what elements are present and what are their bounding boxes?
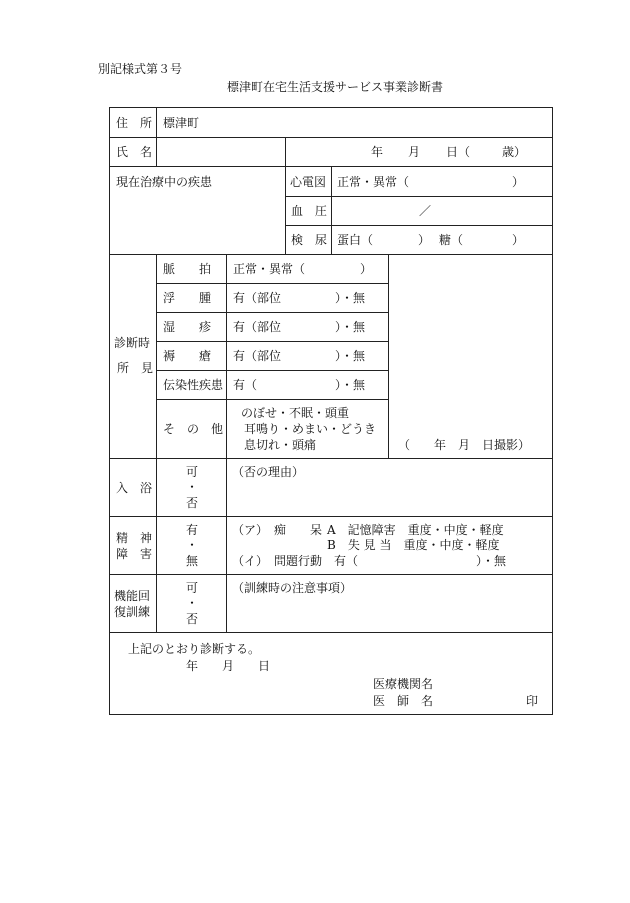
pulse-close: ） bbox=[360, 262, 373, 276]
mental-disorder-label-line1: 精 神 bbox=[116, 531, 153, 545]
urine-protein: 蛋白（ bbox=[337, 233, 374, 247]
seal-mark: 印 bbox=[526, 694, 539, 708]
findings-label-line2: 所 見 bbox=[117, 361, 154, 375]
birth-day-label: 日（ bbox=[446, 145, 471, 159]
problem-behavior-close: ）・無 bbox=[476, 554, 507, 568]
mental-option-yes: 有 bbox=[186, 523, 199, 537]
birth-month-label: 月 bbox=[408, 145, 421, 159]
other-findings-line2: 耳鳴り・めまい・どうき bbox=[244, 422, 377, 436]
mental-option-separator: ・ bbox=[186, 538, 199, 552]
eczema-value: 有（部位 bbox=[233, 320, 282, 334]
urine-sugar: 糖（ bbox=[439, 233, 464, 247]
eczema-label: 湿 疹 bbox=[163, 320, 212, 334]
current-disease-label: 現在治療中の疾患 bbox=[116, 175, 213, 189]
bathing-option-separator: ・ bbox=[186, 480, 199, 494]
certification-statement: 上記のとおり診断する。 bbox=[128, 642, 261, 656]
edema-label: 浮 腫 bbox=[163, 291, 212, 305]
bathing-label: 入 浴 bbox=[116, 481, 153, 495]
ecg-value: 正常・異常（ bbox=[337, 175, 410, 189]
mental-disorder-label-line2: 障 害 bbox=[116, 547, 153, 561]
mental-option-no: 無 bbox=[186, 554, 199, 568]
edema-close: ）・無 bbox=[335, 291, 366, 305]
bathing-option-no: 否 bbox=[186, 496, 199, 510]
blood-pressure-label: 血 圧 bbox=[291, 204, 328, 218]
address-label: 住 所 bbox=[116, 116, 153, 130]
doctor-name-label: 医 師 名 bbox=[373, 694, 434, 708]
blood-pressure-separator: ／ bbox=[419, 204, 432, 218]
bedsore-close: ）・無 bbox=[335, 349, 366, 363]
certification-year: 年 bbox=[186, 659, 199, 673]
infectious-disease-close: ）・無 bbox=[335, 378, 366, 392]
age-label: 歳） bbox=[502, 145, 527, 159]
rehab-label-line1: 機能回 bbox=[114, 589, 151, 603]
rehab-option-yes: 可 bbox=[186, 581, 199, 595]
dementia-label: （ア） 痴 呆 bbox=[232, 523, 323, 537]
bedsore-value: 有（部位 bbox=[233, 349, 282, 363]
urine-sugar-close: ） bbox=[512, 233, 525, 247]
findings-label-line1: 診断時 bbox=[114, 336, 151, 350]
other-findings-label: そ の 他 bbox=[163, 422, 224, 436]
training-notes-label: （訓練時の注意事項） bbox=[232, 581, 353, 595]
rehab-label-line2: 復訓練 bbox=[114, 605, 151, 619]
pulse-label: 脈 拍 bbox=[163, 262, 212, 276]
medical-institution-label: 医療機関名 bbox=[373, 677, 434, 691]
infectious-disease-value: 有（ bbox=[233, 378, 258, 392]
problem-behavior-label: （イ） 問題行動 有（ bbox=[232, 554, 359, 568]
other-findings-line3: 息切れ・頭痛 bbox=[244, 438, 317, 452]
bathing-option-yes: 可 bbox=[186, 465, 199, 479]
birth-year-label: 年 bbox=[371, 145, 384, 159]
bathing-reason-note: （否の理由） bbox=[232, 465, 305, 479]
certification-month: 月 bbox=[222, 659, 235, 673]
pulse-value: 正常・異常（ bbox=[233, 262, 306, 276]
urine-test-label: 検 尿 bbox=[291, 233, 328, 247]
ecg-label: 心電図 bbox=[290, 175, 327, 189]
name-label: 氏 名 bbox=[116, 145, 153, 159]
eczema-close: ）・無 bbox=[335, 320, 366, 334]
rehab-option-separator: ・ bbox=[186, 596, 199, 610]
form-number: 別記様式第３号 bbox=[98, 62, 183, 76]
infectious-disease-label: 伝染性疾患 bbox=[163, 378, 224, 392]
other-findings-line1: のぼせ・不眠・頭重 bbox=[241, 406, 350, 420]
edema-value: 有（部位 bbox=[233, 291, 282, 305]
bedsore-label: 褥 瘡 bbox=[163, 349, 212, 363]
certification-day: 日 bbox=[258, 659, 271, 673]
ecg-close: ） bbox=[512, 175, 525, 189]
dementia-disorientation-line: B 失 見 当 重度・中度・軽度 bbox=[327, 538, 500, 552]
dementia-memory-line: A 記憶障害 重度・中度・軽度 bbox=[327, 523, 504, 537]
photo-date-note: （ 年 月 日撮影） bbox=[398, 438, 531, 452]
urine-protein-close: ） bbox=[418, 233, 431, 247]
rehab-option-no: 否 bbox=[186, 612, 199, 626]
address-value: 標津町 bbox=[163, 116, 200, 130]
document-title: 標津町在宅生活支援サービス事業診断書 bbox=[227, 80, 444, 94]
